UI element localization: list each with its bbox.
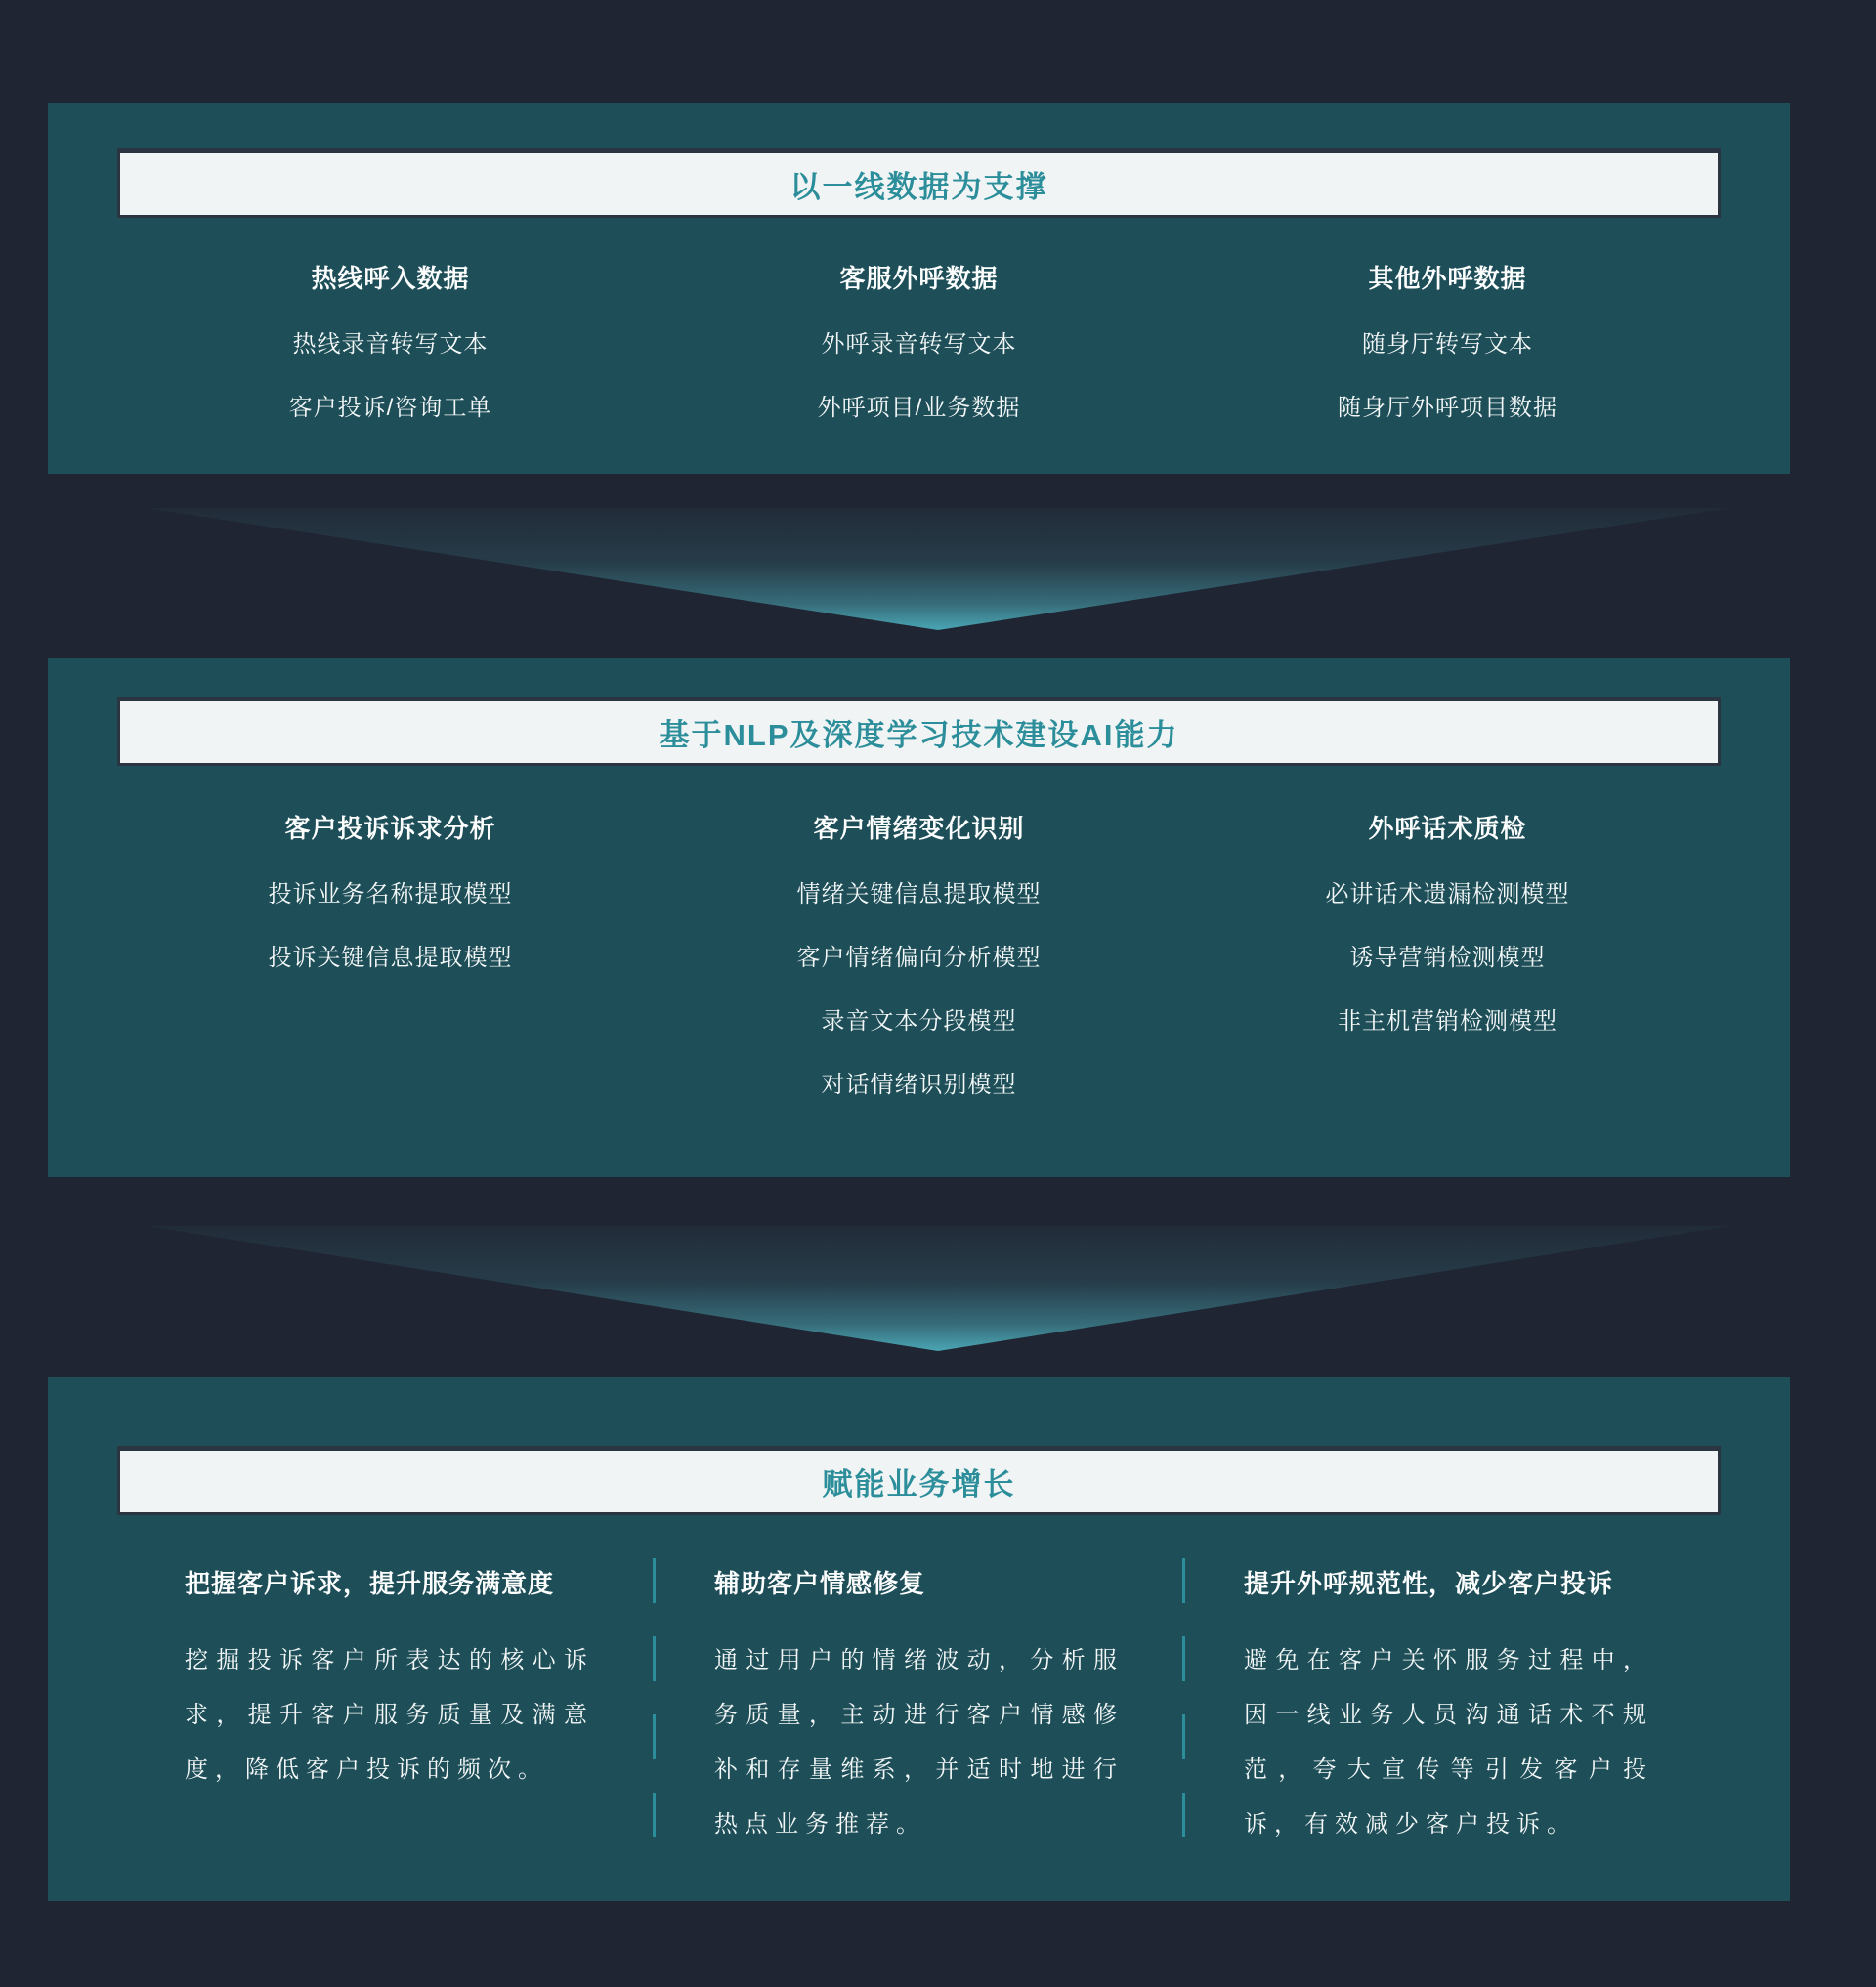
growth-column-title: 把握客户诉求，提升服务满意度 <box>185 1569 555 1598</box>
section-header-title: 以一线数据为支撑 <box>789 170 1048 204</box>
column-title: 客户情绪变化识别 <box>813 814 1025 843</box>
growth-column-title: 提升外呼规范性，减少客户投诉 <box>1244 1569 1614 1598</box>
column-title: 客服外呼数据 <box>839 264 999 293</box>
column-item: 诱导营销检测模型 <box>1349 945 1546 971</box>
data-column-service-outbound <box>655 265 1183 458</box>
section-frontline-data <box>48 103 1790 474</box>
column-item: 投诉业务名称提取模型 <box>268 881 513 908</box>
column-item-list <box>126 881 655 972</box>
growth-column-body: 避免在客户关怀服务过程中，因一线业务人员沟通话术不规范，夸大宣传等引发客户投诉，有效减少客户投诉。 <box>1244 1647 1653 1838</box>
column-item-list <box>1183 331 1712 422</box>
model-column-script-qc <box>1183 815 1712 1135</box>
growth-columns-row <box>126 1569 1712 1852</box>
column-item: 必讲话术遗漏检测模型 <box>1325 881 1570 908</box>
column-item-list <box>655 881 1183 1099</box>
column-item: 外呼项目/业务数据 <box>817 395 1021 421</box>
column-item: 投诉关键信息提取模型 <box>268 945 513 971</box>
section-header-bar <box>117 148 1721 218</box>
column-item: 对话情绪识别模型 <box>821 1072 1017 1098</box>
section-header-bar <box>117 1446 1721 1515</box>
column-item-list <box>1183 881 1712 1036</box>
data-column-hotline-inbound <box>126 265 655 458</box>
column-title: 客户投诉诉求分析 <box>284 814 496 843</box>
section-header-title: 赋能业务增长 <box>822 1467 1016 1501</box>
column-item: 客户投诉/咨询工单 <box>288 395 492 421</box>
growth-column-title: 辅助客户情感修复 <box>714 1569 926 1598</box>
down-arrow-glow <box>147 508 1729 630</box>
section-ai-capabilities <box>48 658 1790 1177</box>
column-item: 随身厅转写文本 <box>1362 331 1533 358</box>
model-column-complaint-analysis <box>126 815 655 1135</box>
down-arrow-glow <box>147 1226 1729 1351</box>
model-columns-row <box>126 815 1712 1135</box>
column-item-list <box>126 331 655 422</box>
section-business-growth <box>48 1377 1790 1901</box>
column-item: 外呼录音转写文本 <box>821 331 1017 358</box>
column-item-list <box>655 331 1183 422</box>
column-item: 录音文本分段模型 <box>821 1008 1017 1035</box>
growth-column-customer-demands <box>126 1569 653 1797</box>
model-column-emotion-recognition <box>655 815 1183 1135</box>
growth-column-outbound-compliance <box>1185 1569 1712 1852</box>
column-item: 情绪关键信息提取模型 <box>796 881 1042 908</box>
data-columns-row <box>126 265 1712 458</box>
column-item: 非主机营销检测模型 <box>1338 1008 1557 1035</box>
column-item: 随身厅外呼项目数据 <box>1338 395 1557 421</box>
growth-column-body: 通过用户的情绪波动，分析服务质量，主动进行客户情感修补和存量维系，并适时地进行热点业务推荐。 <box>714 1647 1124 1838</box>
column-title: 外呼话术质检 <box>1368 814 1527 843</box>
growth-column-emotion-repair <box>656 1569 1182 1852</box>
section-header-bar <box>117 697 1721 766</box>
growth-column-body: 挖掘投诉客户所表达的核心诉求，提升客户服务质量及满意度，降低客户投诉的频次。 <box>185 1647 594 1783</box>
column-item: 热线录音转写文本 <box>292 331 489 358</box>
column-title: 其他外呼数据 <box>1368 264 1527 293</box>
column-item: 客户情绪偏向分析模型 <box>796 945 1042 971</box>
data-column-other-outbound <box>1183 265 1712 458</box>
section-header-title: 基于NLP及深度学习技术建设AI能力 <box>659 718 1179 752</box>
column-title: 热线呼入数据 <box>311 264 470 293</box>
